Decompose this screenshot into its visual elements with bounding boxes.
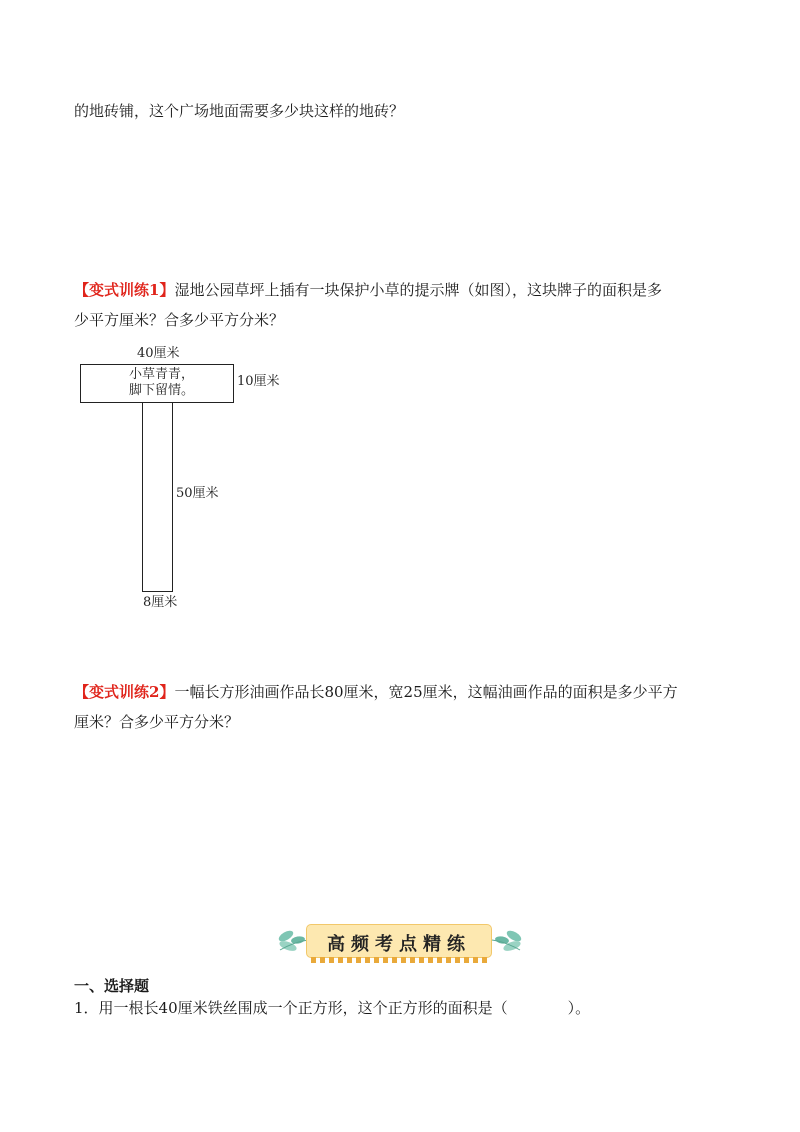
banner-title: 高频考点精练: [327, 934, 471, 955]
exercise2-line1: [74, 682, 678, 702]
exercise2-line2: 厘米？合多少平方分米？: [74, 713, 240, 731]
exercise1-line2: 少平方厘米？合多少平方分米？: [74, 311, 285, 329]
exercise2-tag: 【变式训练2】: [74, 683, 175, 701]
top-height-label: 10厘米: [237, 374, 280, 389]
leaf-right-icon: [490, 926, 524, 956]
banner-card: [306, 924, 492, 958]
section-heading: 一、选择题: [74, 977, 150, 995]
post-width-label: 8厘米: [143, 595, 178, 610]
exercise1-text1: 湿地公园草坪上插有一块保护小草的提示牌（如图），这块牌子的面积是多: [174, 281, 662, 299]
exercise1-line1: [74, 280, 662, 300]
sign-board: [80, 364, 234, 403]
sign-post: [142, 402, 173, 592]
leaf-left-icon: [276, 926, 310, 956]
section-banner: [276, 920, 524, 964]
question-1: 1．用一根长40厘米铁丝围成一个正方形，这个正方形的面积是（ ）。: [74, 999, 591, 1017]
sign-text-line1: 小草青青，: [129, 367, 195, 382]
exercise2-text1: 一幅长方形油画作品长80厘米，宽25厘米，这幅油画作品的面积是多少平方: [174, 683, 678, 701]
post-height-label: 50厘米: [176, 486, 219, 501]
exercise1-tag: 【变式训练1】: [74, 281, 175, 299]
sign-text-line2: 脚下留情。: [129, 383, 195, 398]
intro-line: 的地砖铺，这个广场地面需要多少块这样的地砖？: [74, 102, 405, 120]
top-width-label: 40厘米: [137, 346, 180, 361]
